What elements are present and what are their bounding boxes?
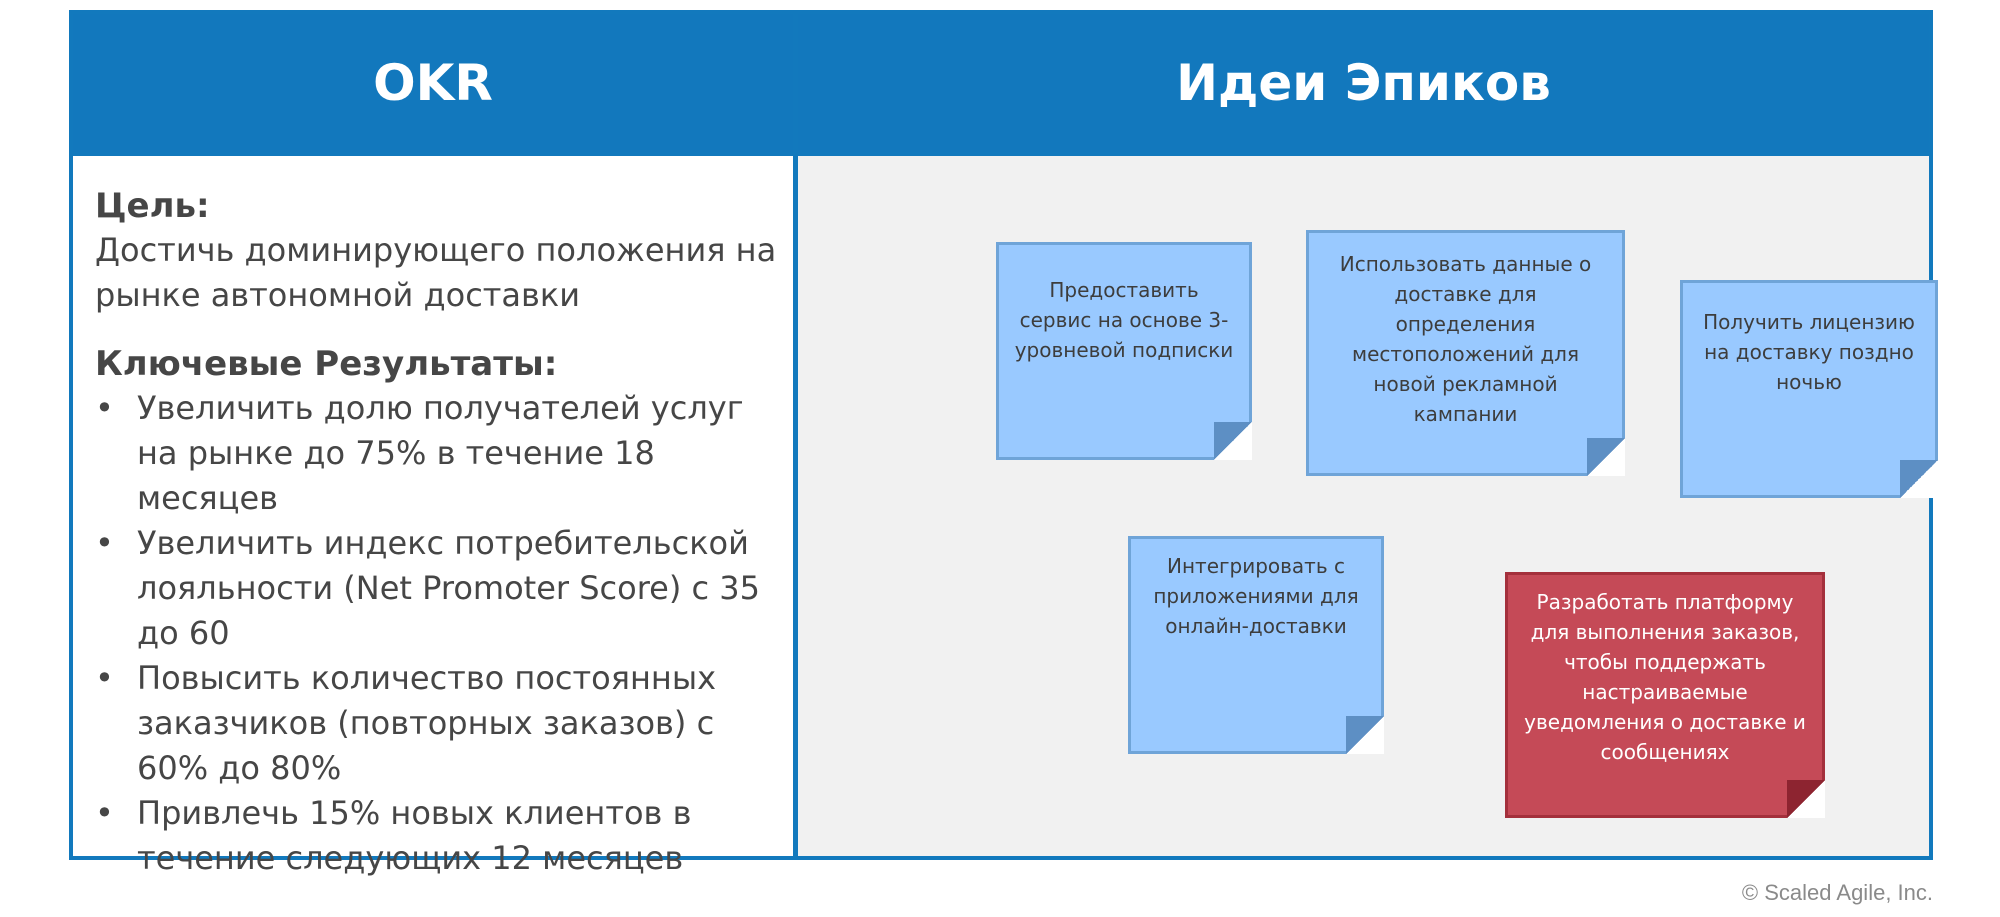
goal-text: Достичь доминирующего положения на рынке автономной доставки: [95, 231, 777, 314]
epic-ideas-panel: [798, 156, 1929, 856]
goal-heading: Цель:: [95, 186, 210, 226]
page-fold-icon: [1787, 780, 1825, 818]
epic-note-text: Разработать платформу для выполнения заказов, чтобы поддержать настраиваемые уведомления о доставке и сообщениях: [1524, 590, 1806, 764]
key-result-text: Увеличить долю получателей услуг на рынке до 75% в течение 18 месяцев: [137, 389, 744, 517]
bullet-icon: •: [95, 659, 114, 697]
okr-header: [73, 14, 793, 152]
epic-sticky-note: [996, 242, 1252, 460]
copyright-notice: © Scaled Agile, Inc.: [1741, 880, 1933, 905]
key-result-text: Привлечь 15% новых клиентов в течение следующих 12 месяцев: [137, 794, 692, 877]
key-result-text: Увеличить индекс потребительской лояльности (Net Promoter Score) с 35 до 60: [137, 524, 760, 652]
okr-content: [95, 184, 785, 881]
epics-header: [798, 14, 1929, 152]
key-result-item: [95, 386, 785, 521]
epic-sticky-note: [1306, 230, 1625, 476]
page-fold-icon: [1900, 460, 1938, 498]
epic-note-text: Интегрировать с приложениями для онлайн-доставки: [1153, 554, 1359, 638]
epic-note-text: Получить лицензию на доставку поздно ночью: [1703, 310, 1915, 394]
page-fold-icon: [1587, 438, 1625, 476]
key-result-item: [95, 521, 785, 656]
key-result-text: Повысить количество постоянных заказчиков (повторных заказов) с 60% до 80%: [137, 659, 717, 787]
page-fold-icon: [1214, 422, 1252, 460]
bullet-icon: •: [95, 524, 114, 562]
page-fold-icon: [1346, 716, 1384, 754]
epic-note-text: Использовать данные о доставке для определения местоположений для новой рекламной кампании: [1339, 252, 1592, 426]
epic-sticky-note: [1128, 536, 1384, 754]
okr-epics-table: [69, 10, 1933, 877]
epic-note-text: Предоставить сервис на основе 3-уровневой подписки: [1014, 278, 1234, 362]
key-result-item: [95, 656, 785, 791]
epic-sticky-note: [1680, 280, 1938, 498]
okr-header-title: OKR: [373, 54, 493, 112]
epics-header-title: Идеи Эпиков: [1176, 54, 1551, 112]
key-results-heading: Ключевые Результаты:: [95, 344, 558, 384]
okr-panel: [73, 156, 793, 877]
key-result-item: [95, 791, 785, 881]
key-results-list: [95, 386, 785, 881]
bullet-icon: •: [95, 389, 114, 427]
epic-sticky-note-highlighted: [1505, 572, 1825, 818]
bullet-icon: •: [95, 794, 114, 832]
